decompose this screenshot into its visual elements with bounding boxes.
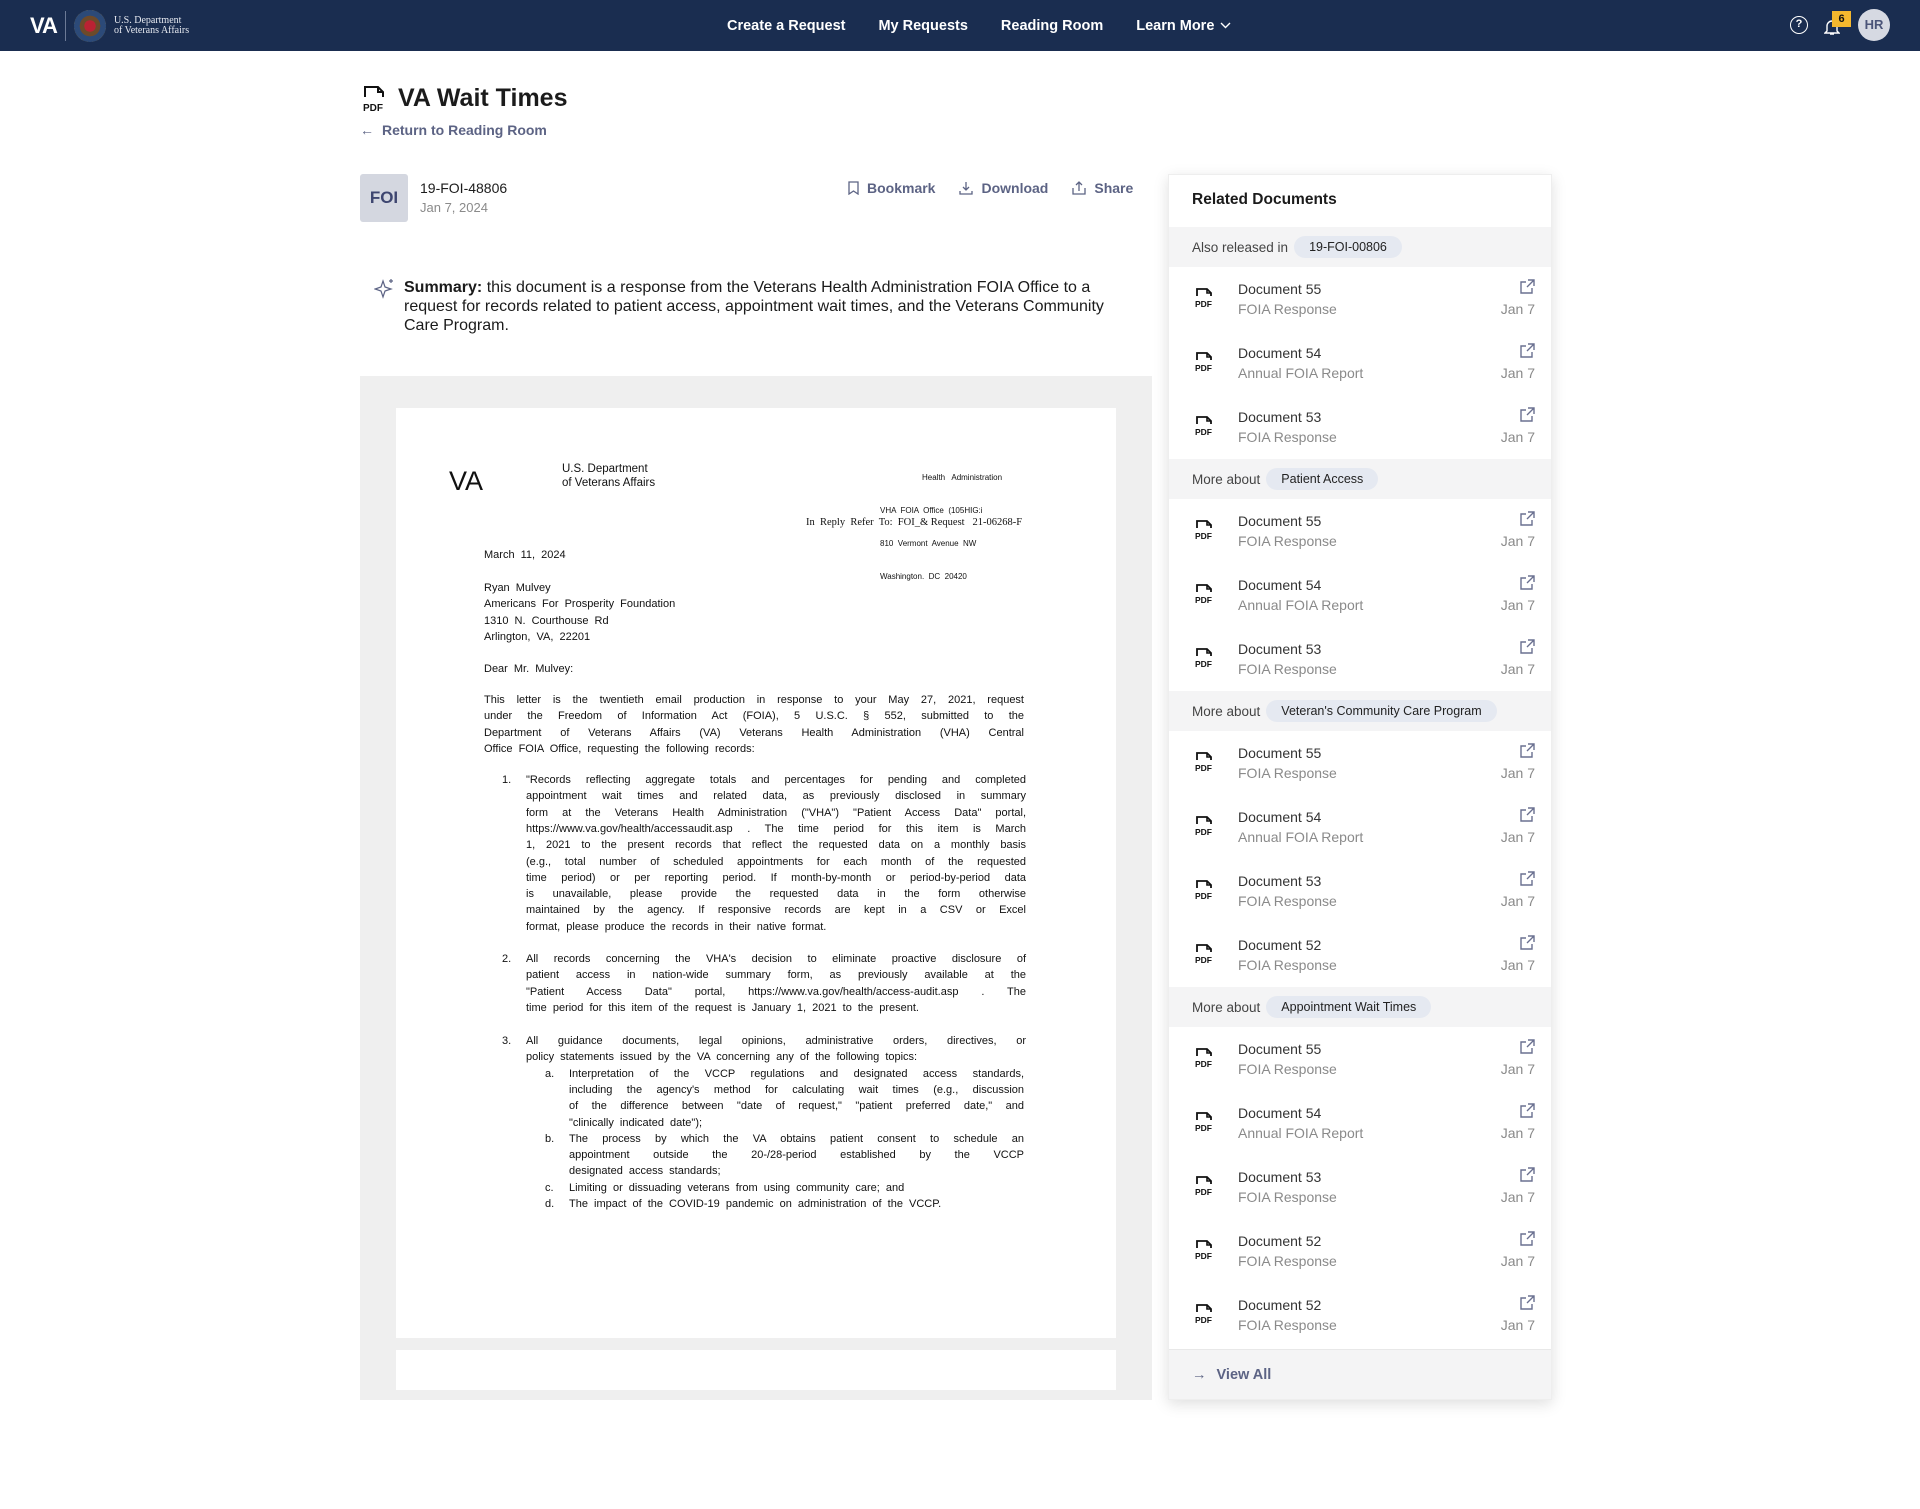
related-document-item[interactable] [1169, 795, 1551, 859]
chevron-down-icon [1220, 22, 1231, 29]
document-type: FOIA Response [1238, 1061, 1337, 1077]
external-link-icon[interactable] [1519, 1295, 1535, 1311]
share-icon [1072, 181, 1086, 195]
topic-tag[interactable]: Patient Access [1266, 468, 1378, 490]
svg-text:PDF: PDF [1195, 531, 1212, 541]
sparkle-icon [374, 278, 396, 300]
addr-line: Health Administration [922, 473, 1003, 482]
svg-text:PDF: PDF [1195, 1123, 1212, 1133]
item-line: (e.g., total number of scheduled appointments for each month of the requested [526, 855, 1026, 868]
external-link-icon[interactable] [1519, 279, 1535, 295]
document-name: Document 52 [1238, 1297, 1322, 1313]
group-prefix: More about [1192, 471, 1261, 487]
page-title-text: VA Wait Times [398, 84, 568, 112]
related-group-header [1169, 987, 1551, 1027]
item-number: 3. [502, 1035, 512, 1047]
subitem-line: Interpretation of the VCCP regulations and designated access standards, [569, 1067, 1024, 1080]
return-link[interactable] [360, 122, 547, 138]
svg-text:PDF: PDF [363, 102, 383, 113]
related-documents-panel [1168, 174, 1552, 1400]
bookmark-icon [848, 181, 859, 195]
arrow-right-icon: → [1192, 1366, 1207, 1383]
document-date: Jan 7 [1500, 597, 1535, 613]
document-date: Jan 7 [1500, 301, 1535, 317]
external-link-icon[interactable] [1519, 871, 1535, 887]
related-document-item[interactable] [1169, 1219, 1551, 1283]
external-link-icon[interactable] [1519, 743, 1535, 759]
document-date: Jan 7 [1500, 661, 1535, 677]
svg-text:PDF: PDF [1195, 1059, 1212, 1069]
download-label: Download [981, 180, 1049, 196]
recipient-line: Arlington, VA, 22201 [484, 630, 591, 643]
svg-text:PDF: PDF [1195, 1315, 1212, 1325]
addr-line: VHA FOIA Office (105HIG:i [880, 506, 983, 515]
svg-text:PDF: PDF [1195, 955, 1212, 965]
document-name: Document 53 [1238, 873, 1322, 889]
pdf-icon [1195, 1047, 1215, 1069]
pdf-icon [1195, 751, 1215, 773]
related-documents-title: Related Documents [1192, 191, 1337, 208]
pdf-icon [1195, 415, 1215, 437]
subitem-line: including the agency's method for calculating wait times (e.g., discussion [569, 1083, 1024, 1096]
document-type: Annual FOIA Report [1238, 597, 1364, 613]
recipient-line: 1310 N. Courthouse Rd [484, 614, 609, 627]
addr-line: Washington. DC 20420 [880, 572, 967, 581]
document-page [396, 408, 1116, 1338]
document-name: Document 55 [1238, 513, 1322, 529]
document-name: Document 52 [1238, 937, 1322, 953]
summary-label: Summary: [404, 279, 483, 296]
main-nav [727, 0, 1231, 51]
subitem-line: Limiting or dissuading veterans from using community care; and [569, 1181, 905, 1194]
external-link-icon[interactable] [1519, 1231, 1535, 1247]
item-line: 1, 2021 to the present records that reflect the requested data on a monthly basis [526, 839, 1026, 852]
subitem-letter: b. [545, 1132, 555, 1145]
salutation: Dear Mr. Mulvey: [484, 663, 574, 675]
pdf-icon [1195, 519, 1215, 541]
subitem-line: "clinically indicated date"); [569, 1116, 703, 1129]
subitem-line: appointment outside the 20-/28-period established by the VCCP [569, 1149, 1024, 1162]
recipient-line: Americans For Prosperity Foundation [484, 598, 676, 611]
pdf-icon [1195, 1111, 1215, 1133]
item-line: form at the Veterans Health Administration ("VHA") "Patient Access Data" portal, [526, 806, 1026, 819]
summary-text: this document is a response from the Veterans Health Administration FOIA Office to a request for records related to patient access, appointment wait times, and the Veterans Community Care Program. [404, 279, 1104, 334]
logo-divider [65, 11, 66, 41]
document-page-2 [396, 1350, 1116, 1390]
letter-dept-1: U.S. Department [562, 463, 648, 475]
page-title [362, 84, 567, 113]
item-line: appointment wait times and related data, as previously disclosed in summary [526, 790, 1026, 803]
avatar[interactable]: HR [1858, 9, 1890, 41]
top-nav-bar [0, 0, 1920, 51]
document-name: Document 55 [1238, 281, 1322, 297]
subitem-line: The impact of the COVID-19 pandemic on administration of the VCCP. [569, 1198, 942, 1210]
va-logo[interactable] [30, 10, 189, 42]
document-name: Document 53 [1238, 641, 1322, 657]
item-line: "Records reflecting aggregate totals and percentages for pending and completed [526, 774, 1026, 786]
document-type: FOIA Response [1238, 957, 1337, 973]
view-all-label: View All [1216, 1366, 1272, 1383]
external-link-icon[interactable] [1519, 511, 1535, 527]
document-date: Jan 7 [1500, 957, 1535, 973]
item-line: policy statements issued by the VA concerning any of the following topics: [526, 1051, 918, 1064]
dept-name [114, 16, 189, 36]
document-name: Document 55 [1238, 1041, 1322, 1057]
related-document-item[interactable] [1169, 1283, 1551, 1347]
svg-text:PDF: PDF [1195, 299, 1212, 309]
document-actions [848, 180, 1133, 196]
group-prefix: More about [1192, 703, 1261, 719]
document-name: Document 53 [1238, 1169, 1322, 1185]
document-name: Document 54 [1238, 1105, 1322, 1121]
document-type: FOIA Response [1238, 765, 1337, 781]
document-date: Jan 7 [1500, 829, 1535, 845]
item-number: 2. [502, 953, 512, 965]
subitem-letter: a. [545, 1067, 555, 1080]
pdf-icon [1195, 879, 1215, 901]
document-name: Document 54 [1238, 577, 1322, 593]
document-type: FOIA Response [1238, 1189, 1337, 1205]
addr-line: 810 Vermont Avenue NW [880, 539, 977, 548]
topic-tag[interactable]: Appointment Wait Times [1266, 996, 1431, 1018]
notification-badge: 6 [1832, 11, 1851, 27]
view-all-link[interactable] [1169, 1349, 1551, 1399]
letter-dept-2: of Veterans Affairs [562, 476, 656, 489]
document-date: Jan 7 [1500, 1317, 1535, 1333]
related-document-item[interactable] [1169, 1155, 1551, 1219]
related-document-item[interactable] [1169, 267, 1551, 331]
bookmark-label: Bookmark [867, 180, 936, 196]
document-name: Document 54 [1238, 345, 1322, 361]
related-group-header [1169, 227, 1551, 267]
topic-tag[interactable]: Veteran's Community Care Program [1266, 700, 1496, 722]
document-name: Document 52 [1238, 1233, 1322, 1249]
help-icon[interactable]: ? [1790, 16, 1808, 34]
document-date: Jan 7 [1500, 429, 1535, 445]
recipient-line: Ryan Mulvey [484, 582, 551, 594]
paragraph-line: Office FOIA Office, requesting the following records: [484, 742, 755, 755]
related-group-header [1169, 459, 1551, 499]
related-document-item[interactable] [1169, 627, 1551, 691]
pdf-icon [1195, 815, 1215, 837]
document-viewer[interactable] [360, 376, 1152, 1400]
document-type: FOIA Response [1238, 1317, 1337, 1333]
item-line: patient access in nation-wide summary form, as previously available at the [526, 969, 1026, 982]
return-link-label: Return to Reading Room [382, 122, 547, 138]
pdf-icon [1195, 1239, 1215, 1261]
external-link-icon[interactable] [1519, 1039, 1535, 1055]
related-document-item[interactable] [1169, 331, 1551, 395]
nav-reading-room[interactable]: Reading Room [1000, 17, 1104, 34]
arrow-left-icon: ← [360, 122, 374, 138]
external-link-icon[interactable] [1519, 935, 1535, 951]
document-type: FOIA Response [1238, 429, 1337, 445]
svg-text:PDF: PDF [1195, 595, 1212, 605]
svg-text:PDF: PDF [1195, 763, 1212, 773]
item-line: maintained by the agency. If responsive records are kept in a CSV or Excel [526, 904, 1026, 917]
ai-summary [374, 278, 1104, 335]
letter-body [484, 408, 1029, 1338]
document-name: Document 54 [1238, 809, 1322, 825]
document-date: Jan 7 [1500, 1125, 1535, 1141]
paragraph-line: This letter is the twentieth email production in response to your May 27, 2021, request [484, 694, 1024, 706]
document-type: FOIA Response [1238, 301, 1337, 317]
document-date: Jan 7 [1500, 1189, 1535, 1205]
item-line: All records concerning the VHA's decision to eliminate proactive disclosure of [526, 953, 1026, 965]
external-link-icon[interactable] [1519, 407, 1535, 423]
external-link-icon[interactable] [1519, 807, 1535, 823]
reply-reference: In Reply Refer To: FOI_& Request 21-06268-F [806, 517, 1023, 528]
document-type: Annual FOIA Report [1238, 829, 1364, 845]
svg-text:PDF: PDF [1195, 363, 1212, 373]
letter-va-logo: VA [449, 466, 484, 496]
notifications-button[interactable] [1822, 14, 1844, 36]
subitem-line: designated access standards; [569, 1165, 721, 1178]
record-date: Jan 7, 2024 [420, 200, 488, 215]
svg-text:PDF: PDF [1195, 1251, 1212, 1261]
document-type: FOIA Response [1238, 893, 1337, 909]
paragraph-line: under the Freedom of Information Act (FOIA), 5 U.S.C. § 552, submitted to the [484, 710, 1024, 723]
related-document-item[interactable] [1169, 859, 1551, 923]
external-link-icon[interactable] [1519, 343, 1535, 359]
external-link-icon[interactable] [1519, 575, 1535, 591]
related-document-item[interactable] [1169, 499, 1551, 563]
document-date: Jan 7 [1500, 533, 1535, 549]
nav-learn-more[interactable] [1136, 18, 1231, 34]
related-document-item[interactable] [1169, 563, 1551, 627]
dept-line-1: U.S. Department [113, 15, 182, 26]
item-line: time period for this item of the request is January 1, 2021 to the present. [526, 1001, 919, 1014]
subitem-letter: c. [545, 1181, 554, 1194]
external-link-icon[interactable] [1519, 1103, 1535, 1119]
dept-line-2: of Veterans Affairs [113, 25, 190, 36]
item-line: format, please produce the records in their native format. [526, 920, 827, 933]
svg-text:PDF: PDF [1195, 827, 1212, 837]
subitem-line: of the difference between "date of request," "patient preferred date," and [569, 1100, 1024, 1113]
group-prefix: Also released in [1192, 239, 1289, 255]
external-link-icon[interactable] [1519, 1167, 1535, 1183]
letter-date: March 11, 2024 [484, 549, 566, 561]
nav-learn-more-label: Learn More [1136, 17, 1215, 34]
item-number: 1. [502, 774, 512, 786]
pdf-icon [1195, 1303, 1215, 1325]
document-date: Jan 7 [1500, 1061, 1535, 1077]
item-line: All guidance documents, legal opinions, administrative orders, directives, or [526, 1035, 1026, 1047]
pdf-icon [1195, 943, 1215, 965]
record-badge: FOI [360, 174, 408, 222]
document-type: FOIA Response [1238, 661, 1337, 677]
document-type: Annual FOIA Report [1238, 1125, 1364, 1141]
document-type: FOIA Response [1238, 1253, 1337, 1269]
svg-text:PDF: PDF [1195, 1187, 1212, 1197]
svg-text:PDF: PDF [1195, 659, 1212, 669]
item-line: time period) or per reporting period. If month-by-month or period-by-period data [526, 871, 1026, 884]
record-id: 19-FOI-48806 [420, 180, 508, 196]
pdf-icon [1195, 1175, 1215, 1197]
bookmark-button[interactable] [848, 180, 935, 196]
item-line: https://www.va.gov/health/accessaudit.asp . The time period for this item is March [526, 822, 1026, 835]
document-date: Jan 7 [1500, 1253, 1535, 1269]
pdf-icon [1195, 351, 1215, 373]
download-icon [959, 181, 973, 195]
external-link-icon[interactable] [1519, 639, 1535, 655]
share-label: Share [1094, 180, 1134, 196]
download-button[interactable] [959, 180, 1048, 196]
related-document-item[interactable] [1169, 731, 1551, 795]
related-document-item[interactable] [1169, 923, 1551, 987]
document-date: Jan 7 [1500, 765, 1535, 781]
svg-text:PDF: PDF [1195, 891, 1212, 901]
item-line: is unavailable, please provide the requested data in the form otherwise [526, 888, 1026, 901]
document-date: Jan 7 [1500, 365, 1535, 381]
svg-text:PDF: PDF [1195, 427, 1212, 437]
group-prefix: More about [1192, 999, 1261, 1015]
document-type: Annual FOIA Report [1238, 365, 1364, 381]
related-group-header [1169, 691, 1551, 731]
document-date: Jan 7 [1500, 893, 1535, 909]
document-name: Document 53 [1238, 409, 1322, 425]
topic-tag[interactable]: 19-FOI-00806 [1294, 236, 1402, 258]
related-document-item[interactable] [1169, 1091, 1551, 1155]
va-seal-icon [74, 10, 106, 42]
nav-my-requests[interactable]: My Requests [878, 17, 968, 34]
pdf-icon [1195, 647, 1215, 669]
subitem-line: The process by which the VA obtains patient consent to schedule an [569, 1132, 1024, 1145]
nav-create-request[interactable]: Create a Request [727, 17, 846, 34]
document-name: Document 55 [1238, 745, 1322, 761]
item-line: "Patient Access Data" portal, https://www.va.gov/health/access-audit.asp . The [526, 985, 1026, 998]
va-logo-text: VA [30, 13, 57, 38]
paragraph-line: Department of Veterans Affairs (VA) Veterans Health Administration (VHA) Central [484, 726, 1024, 739]
related-document-item[interactable] [1169, 395, 1551, 459]
document-type: FOIA Response [1238, 533, 1337, 549]
pdf-icon [1195, 287, 1215, 309]
related-document-item[interactable] [1169, 1027, 1551, 1091]
pdf-icon [362, 85, 388, 113]
pdf-icon [1195, 583, 1215, 605]
subitem-letter: d. [545, 1198, 555, 1210]
share-button[interactable] [1072, 180, 1133, 196]
